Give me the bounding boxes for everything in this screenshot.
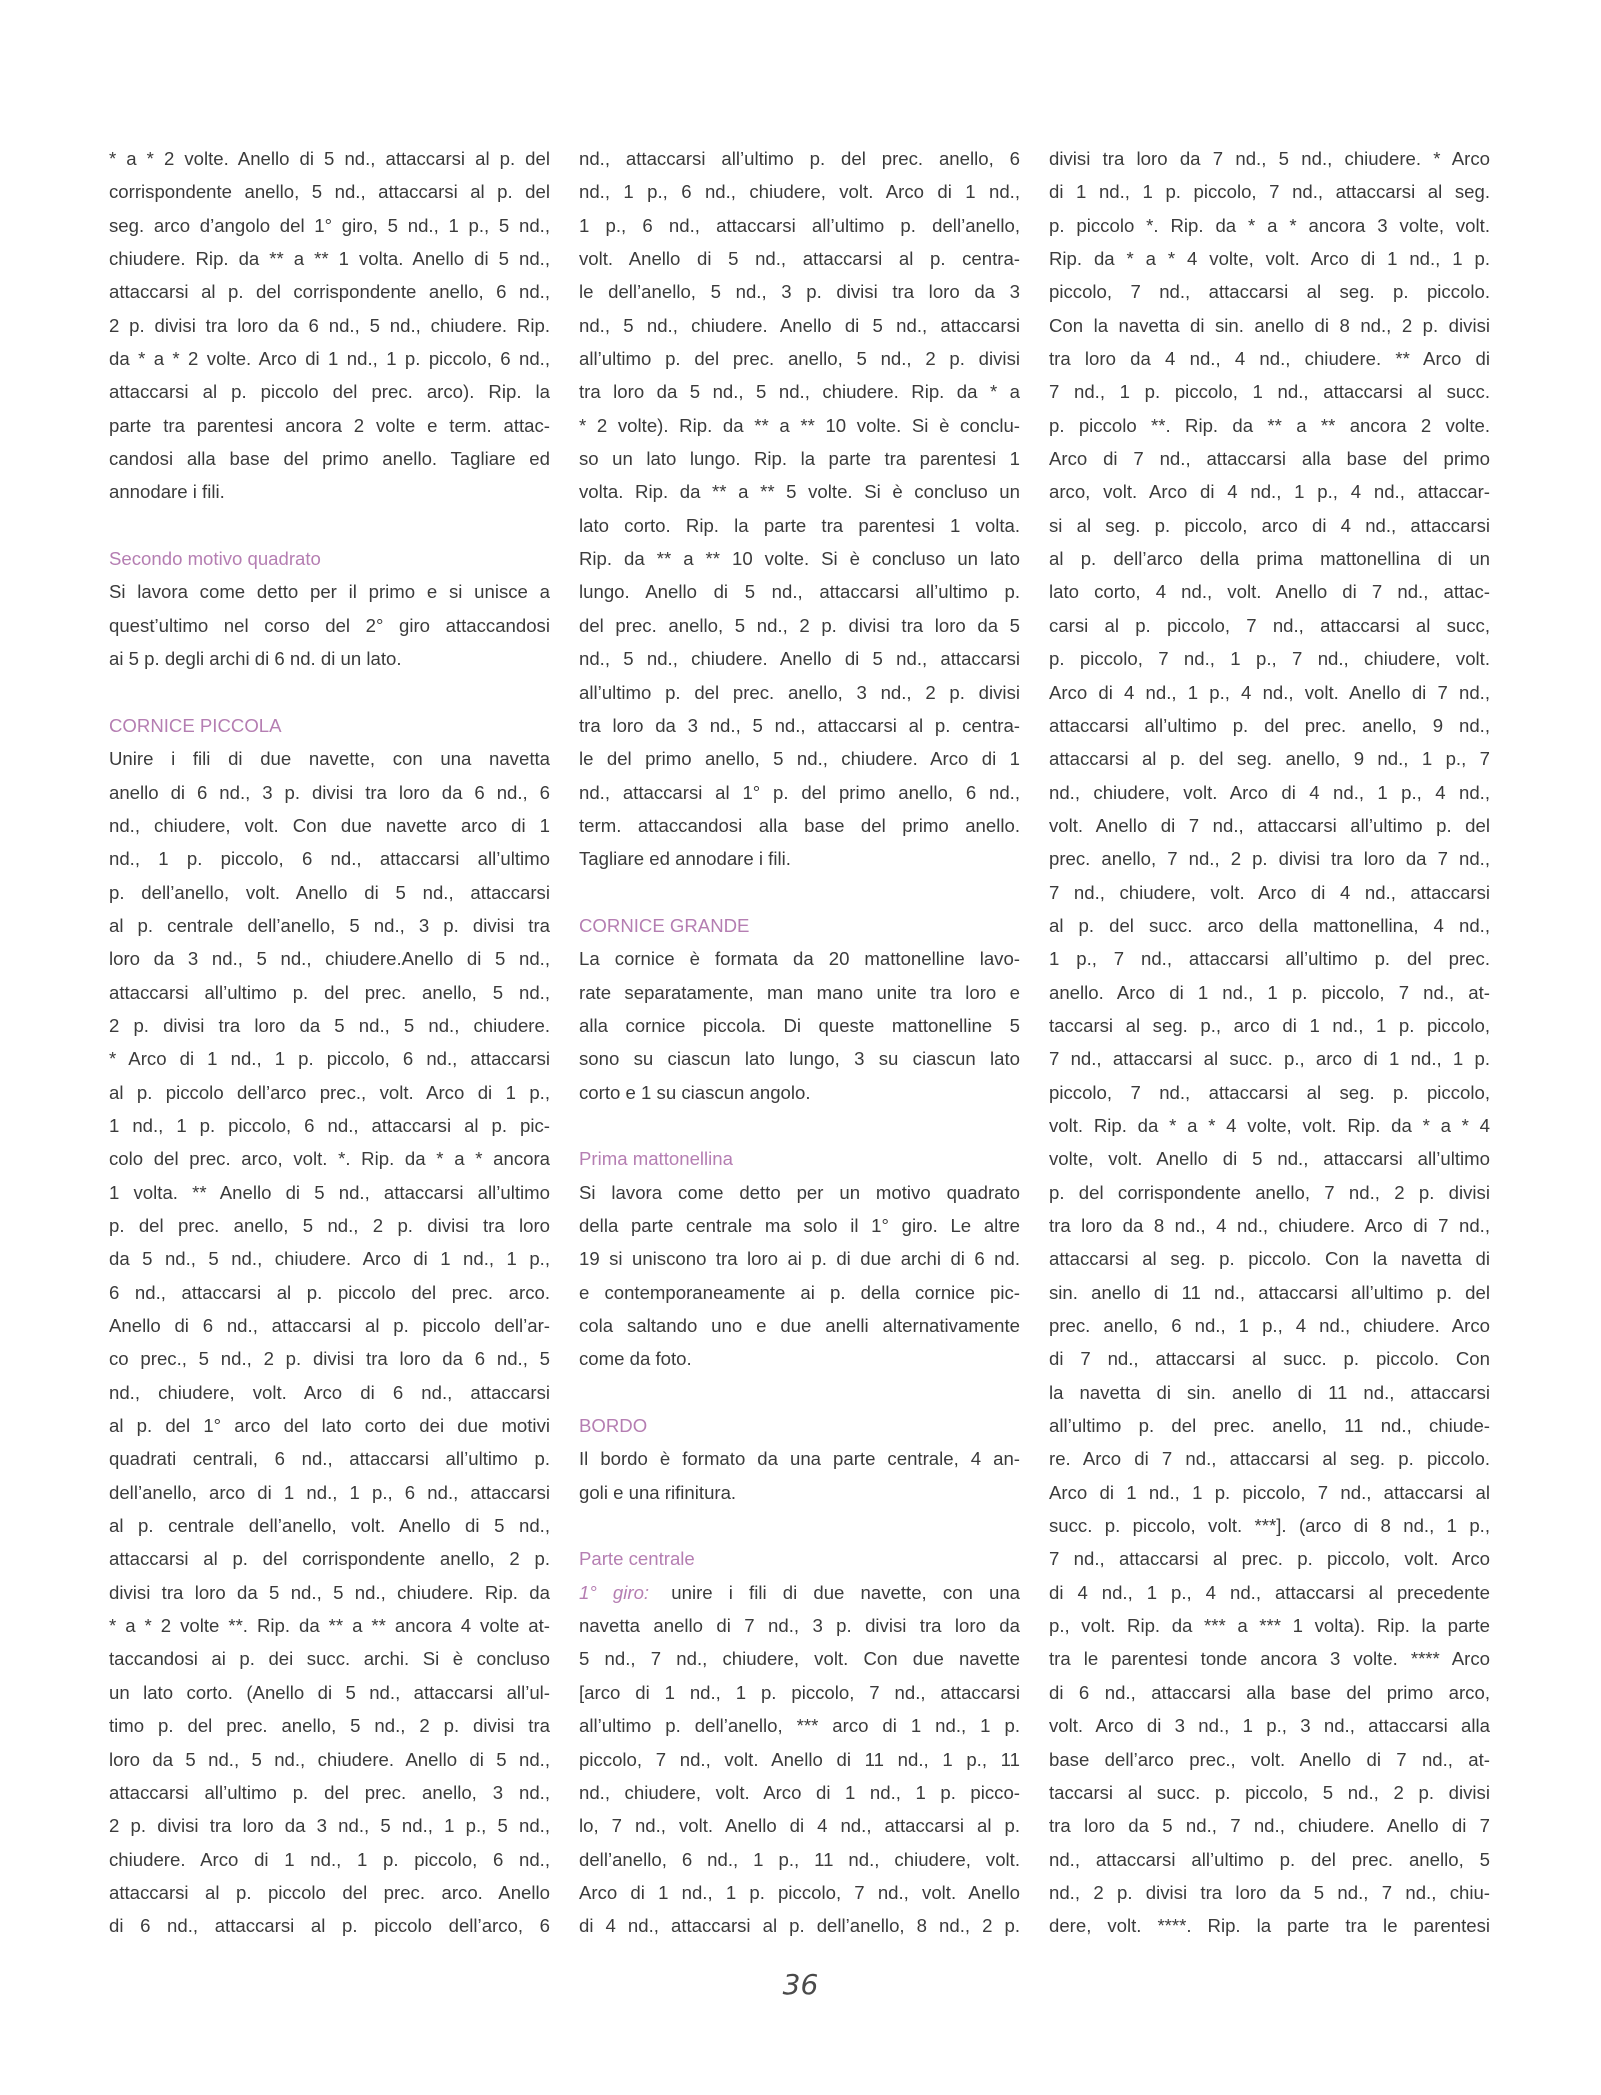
text-line: timo p. del prec. anello, 5 nd., 2 p. divisi tra xyxy=(109,1715,550,1737)
text-line: p. piccolo *. Rip. da * a * ancora 3 volte, volt. xyxy=(1049,214,1490,236)
paragraph xyxy=(579,1576,1020,1943)
text-line: 19 si uniscono tra loro ai p. di due archi di 6 nd. xyxy=(579,1248,1020,1270)
text-line: taccarsi al seg. p., arco di 1 nd., 1 p. piccolo, xyxy=(1049,1014,1490,1036)
text-line: * 2 volte). Rip. da ** a ** 10 volte. Si è conclu- xyxy=(579,414,1020,436)
text-line: 1 p., 6 nd., attaccarsi all’ultimo p. dell’anello, xyxy=(579,214,1020,236)
text-line: al p. centrale dell’anello, volt. Anello di 5 nd., xyxy=(109,1515,550,1537)
text-line: le dell’anello, 5 nd., 3 p. divisi tra loro da 3 xyxy=(579,281,1020,303)
text-line: tra loro da 4 nd., 4 nd., chiudere. ** Arco di xyxy=(1049,348,1490,370)
text-line: lo, 7 nd., volt. Anello di 4 nd., attaccarsi al p. xyxy=(579,1815,1020,1837)
text-line: la navetta di sin. anello di 11 nd., attaccarsi xyxy=(1049,1381,1490,1403)
text-line: La cornice è formata da 20 mattonelline lavo- xyxy=(579,948,1020,970)
text-line: lato corto, 4 nd., volt. Anello di 7 nd., attac- xyxy=(1049,581,1490,603)
section-heading: CORNICE PICCOLA xyxy=(109,714,282,736)
text-line: p. del corrispondente anello, 7 nd., 2 p. divisi xyxy=(1049,1181,1490,1203)
text-line: so un lato lungo. Rip. la parte tra parentesi 1 xyxy=(579,448,1020,470)
paragraph-spacer xyxy=(109,509,550,542)
text-line: tra loro da 5 nd., 7 nd., chiudere. Anello di 7 xyxy=(1049,1815,1490,1837)
text-line: e contemporaneamente ai p. della cornice pic- xyxy=(579,1281,1020,1303)
text-line: rate separatamente, man mano unite tra loro e xyxy=(579,981,1020,1003)
text-line: tra loro da 5 nd., 5 nd., chiudere. Rip. da * a xyxy=(579,381,1020,403)
text-line: p. piccolo, 7 nd., 1 p., 7 nd., chiudere, volt. xyxy=(1049,648,1490,670)
text-line: all’ultimo p. del prec. anello, 5 nd., 2 p. divisi xyxy=(579,348,1020,370)
text-line: tra loro da 8 nd., 4 nd., chiudere. Arco di 7 nd., xyxy=(1049,1215,1490,1236)
text-line: tra le parentesi tonde ancora 3 volte. **** Arco xyxy=(1049,1648,1490,1670)
section-heading: Parte centrale xyxy=(579,1548,695,1570)
text-column-middle xyxy=(579,142,1020,1943)
paragraph-spacer xyxy=(579,1509,1020,1542)
text-line: parte tra parentesi ancora 2 volte e term. attac- xyxy=(109,414,550,436)
text-line: attaccarsi al p. del seg. anello, 9 nd., 1 p., 7 xyxy=(1049,748,1490,770)
text-line: arco, volt. Arco di 4 nd., 1 p., 4 nd., attaccar- xyxy=(1049,481,1490,503)
text-line: volte, volt. Anello di 5 nd., attaccarsi all’ultimo xyxy=(1049,1148,1490,1170)
text-line: ai 5 p. degli archi di 6 nd. di un lato. xyxy=(109,648,402,670)
text-column-right xyxy=(1049,142,1490,1943)
text-line: al p. del 1° arco del lato corto dei due motivi xyxy=(109,1415,550,1437)
text-line: annodare i fili. xyxy=(109,481,225,503)
text-line: all’ultimo p. del prec. anello, 3 nd., 2 p. divisi xyxy=(579,681,1020,703)
paragraph xyxy=(109,142,550,509)
text-line: Anello di 6 nd., attaccarsi al p. piccolo dell’ar- xyxy=(109,1315,550,1337)
text-line: 1 volta. ** Anello di 5 nd., attaccarsi all’ultimo xyxy=(109,1181,550,1203)
text-line: da * a * 2 volte. Arco di 1 nd., 1 p. piccolo, 6 nd., xyxy=(109,348,550,370)
text-line: prec. anello, 6 nd., 1 p., 4 nd., chiudere. Arco xyxy=(1049,1315,1490,1337)
text-line: sin. anello di 11 nd., attaccarsi all’ultimo p. del xyxy=(1049,1281,1490,1303)
text-line: nd., chiudere, volt. Arco di 4 nd., 1 p., 4 nd., xyxy=(1049,781,1490,803)
text-line xyxy=(579,1576,1020,1609)
paragraph xyxy=(109,575,550,675)
text-line: alla cornice piccola. Di queste mattonelline 5 xyxy=(579,1014,1020,1036)
text-line: 1 p., 7 nd., attaccarsi all’ultimo p. del prec. xyxy=(1049,948,1490,970)
text-line: * Arco di 1 nd., 1 p. piccolo, 6 nd., attaccarsi xyxy=(109,1048,550,1070)
text-line: anello di 6 nd., 3 p. divisi tra loro da 6 nd., 6 xyxy=(109,781,550,803)
text-line: succ. p. piccolo, volt. ***]. (arco di 8 nd., 1 p., xyxy=(1049,1515,1490,1537)
round-label: 1° giro: xyxy=(579,1581,650,1603)
text-line: di 4 nd., attaccarsi al p. dell’anello, 8 nd., 2 p. xyxy=(579,1915,1020,1937)
text-line: quest’ultimo nel corso del 2° giro attaccandosi xyxy=(109,614,550,636)
text-line: del prec. anello, 5 nd., 2 p. divisi tra loro da 5 xyxy=(579,614,1020,636)
text-line: 7 nd., attaccarsi al succ. p., arco di 1 nd., 1 p. xyxy=(1049,1048,1490,1070)
text-line: dell’anello, arco di 1 nd., 1 p., 6 nd., attaccarsi xyxy=(109,1481,550,1503)
text-line: come da foto. xyxy=(579,1348,692,1370)
text-line: Rip. da * a * 4 volte, volt. Arco di 1 nd., 1 p. xyxy=(1049,248,1490,270)
text-line: da 5 nd., 5 nd., chiudere. Arco di 1 nd., 1 p., xyxy=(109,1248,550,1270)
text-line: attaccarsi al p. piccolo del prec. arco). Rip. la xyxy=(109,381,550,403)
text-line: piccolo, 7 nd., attaccarsi al seg. p. piccolo, xyxy=(1049,1081,1490,1103)
text-line: Si lavora come detto per il primo e si unisce a xyxy=(109,581,550,603)
text-line: 2 p. divisi tra loro da 3 nd., 5 nd., 1 p., 5 nd., xyxy=(109,1815,550,1837)
text-line: Arco di 1 nd., 1 p. piccolo, 7 nd., attaccarsi al xyxy=(1049,1481,1490,1503)
section-heading: BORDO xyxy=(579,1415,648,1437)
text-line: di 6 nd., attaccarsi alla base del primo arco, xyxy=(1049,1681,1490,1703)
text-line: attaccarsi al seg. p. piccolo. Con la navetta di xyxy=(1049,1248,1490,1270)
text-line: 7 nd., attaccarsi al prec. p. piccolo, volt. Arco xyxy=(1049,1548,1490,1570)
text-line: nd., chiudere, volt. Con due navette arco di 1 xyxy=(109,814,550,836)
text-line: Il bordo è formato da una parte centrale, 4 an- xyxy=(579,1448,1020,1470)
text-line: le del primo anello, 5 nd., chiudere. Arco di 1 xyxy=(579,748,1020,770)
text-line: corrispondente anello, 5 nd., attaccarsi al p. del xyxy=(109,181,550,203)
text-line: piccolo, 7 nd., volt. Anello di 11 nd., 1 p., 11 xyxy=(579,1748,1020,1770)
text-line: 7 nd., 1 p. piccolo, 1 nd., attaccarsi al succ. xyxy=(1049,381,1490,403)
text-line: taccarsi al succ. p. piccolo, 5 nd., 2 p. divisi xyxy=(1049,1781,1490,1803)
text-line: volta. Rip. da ** a ** 5 volte. Si è concluso un xyxy=(579,481,1020,503)
text-line: Con la navetta di sin. anello di 8 nd., 2 p. divisi xyxy=(1049,314,1490,336)
text-line: prec. anello, 7 nd., 2 p. divisi tra loro da 7 nd., xyxy=(1049,848,1490,870)
text-line: Arco di 4 nd., 1 p., 4 nd., volt. Anello di 7 nd., xyxy=(1049,681,1490,703)
section-heading: Prima mattonellina xyxy=(579,1148,733,1170)
text-line: attaccarsi al p. del corrispondente anello, 6 nd., xyxy=(109,281,550,303)
text-line: al p. dell’arco della prima mattonellina di un xyxy=(1049,548,1490,570)
paragraph xyxy=(109,742,550,1942)
text-line: loro da 5 nd., 5 nd., chiudere. Anello di 5 nd., xyxy=(109,1748,550,1770)
text-line: al p. centrale dell’anello, 5 nd., 3 p. divisi tra xyxy=(109,914,550,936)
text-line: volt. Rip. da * a * 4 volte, volt. Rip. da * a * 4 xyxy=(1049,1114,1490,1136)
paragraph xyxy=(579,1176,1020,1376)
text-line: al p. piccolo dell’arco prec., volt. Arco di 1 p., xyxy=(109,1081,550,1103)
text-line: corto e 1 su ciascun angolo. xyxy=(579,1081,811,1103)
text-line: volt. Arco di 3 nd., 1 p., 3 nd., attaccarsi alla xyxy=(1049,1715,1490,1737)
text-line: nd., attaccarsi al 1° p. del primo anello, 6 nd., xyxy=(579,781,1020,803)
text-line: all’ultimo p. dell’anello, *** arco di 1 nd., 1 p. xyxy=(579,1715,1020,1737)
text-line: nd., attaccarsi all’ultimo p. del prec. anello, 5 xyxy=(1049,1848,1490,1870)
text-line: p. piccolo **. Rip. da ** a ** ancora 2 volte. xyxy=(1049,414,1490,436)
text-line: quadrati centrali, 6 nd., attaccarsi all’ultimo p. xyxy=(109,1448,550,1470)
text-line: di 4 nd., 1 p., 4 nd., attaccarsi al precedente xyxy=(1049,1581,1490,1603)
paragraph xyxy=(579,142,1020,876)
text-line: 1 nd., 1 p. piccolo, 6 nd., attaccarsi al p. pic- xyxy=(109,1114,550,1136)
text-line: base dell’arco prec., volt. Anello di 7 nd., at- xyxy=(1049,1748,1490,1770)
text-line: p., volt. Rip. da *** a *** 1 volta). Rip. la parte xyxy=(1049,1615,1490,1637)
text-line-content: unire i fili di due navette, con una xyxy=(671,1581,1020,1603)
text-line: attaccarsi all’ultimo p. del prec. anello, 3 nd., xyxy=(109,1781,550,1803)
text-line: di 7 nd., attaccarsi al succ. p. piccolo. Con xyxy=(1049,1348,1490,1370)
text-line: 7 nd., chiudere, volt. Arco di 4 nd., attaccarsi xyxy=(1049,881,1490,903)
text-line: nd., 1 p. piccolo, 6 nd., attaccarsi all’ultimo xyxy=(109,848,550,870)
page-number: 36 xyxy=(782,1968,819,2001)
text-line: di 6 nd., attaccarsi al p. piccolo dell’arco, 6 xyxy=(109,1915,550,1937)
text-line: Si lavora come detto per un motivo quadrato xyxy=(579,1181,1020,1203)
text-line: 2 p. divisi tra loro da 5 nd., 5 nd., chiudere. xyxy=(109,1014,550,1036)
text-line: co prec., 5 nd., 2 p. divisi tra loro da 6 nd., 5 xyxy=(109,1348,550,1370)
text-column-left xyxy=(109,142,550,1943)
text-line: nd., 1 p., 6 nd., chiudere, volt. Arco di 1 nd., xyxy=(579,181,1020,203)
text-line: Rip. da ** a ** 10 volte. Si è concluso un lato xyxy=(579,548,1020,570)
text-line: volt. Anello di 7 nd., attaccarsi all’ultimo p. del xyxy=(1049,814,1490,836)
text-line: sono su ciascun lato lungo, 3 su ciascun lato xyxy=(579,1048,1020,1070)
text-line: tra loro da 3 nd., 5 nd., attaccarsi al p. centra- xyxy=(579,714,1020,736)
text-line: chiudere. Arco di 1 nd., 1 p. piccolo, 6 nd., xyxy=(109,1848,550,1870)
text-line: di 1 nd., 1 p. piccolo, 7 nd., attaccarsi al seg. xyxy=(1049,181,1490,203)
text-line: lato corto. Rip. la parte tra parentesi 1 volta. xyxy=(579,514,1020,536)
text-line: nd., 5 nd., chiudere. Anello di 5 nd., attaccarsi xyxy=(579,648,1020,670)
text-line: [arco di 1 nd., 1 p. piccolo, 7 nd., attaccarsi xyxy=(579,1681,1020,1703)
text-line: piccolo, 7 nd., attaccarsi al seg. p. piccolo. xyxy=(1049,281,1490,303)
section-heading: Secondo motivo quadrato xyxy=(109,548,321,570)
text-line: nd., attaccarsi all’ultimo p. del prec. anello, 6 xyxy=(579,148,1020,169)
text-line: chiudere. Rip. da ** a ** 1 volta. Anello di 5 nd., xyxy=(109,248,550,270)
text-line: attaccarsi al p. del corrispondente anello, 2 p. xyxy=(109,1548,550,1570)
text-line: p. del prec. anello, 5 nd., 2 p. divisi tra loro xyxy=(109,1215,550,1236)
text-line: divisi tra loro da 5 nd., 5 nd., chiudere. Rip. da xyxy=(109,1581,550,1603)
text-line: Tagliare ed annodare i fili. xyxy=(579,848,791,870)
text-line: cola saltando uno e due anelli alternativamente xyxy=(579,1315,1020,1337)
paragraph-spacer xyxy=(579,1109,1020,1142)
text-line: nd., chiudere, volt. Arco di 1 nd., 1 p. picco- xyxy=(579,1781,1020,1803)
text-line: 5 nd., 7 nd., chiudere, volt. Con due navette xyxy=(579,1648,1020,1670)
text-line: Arco di 1 nd., 1 p. piccolo, 7 nd., volt. Anello xyxy=(579,1881,1020,1903)
text-line: seg. arco d’angolo del 1° giro, 5 nd., 1 p., 5 nd., xyxy=(109,214,550,236)
section-heading: CORNICE GRANDE xyxy=(579,914,750,936)
text-line: Arco di 7 nd., attaccarsi alla base del primo xyxy=(1049,448,1490,470)
text-line: p. dell’anello, volt. Anello di 5 nd., attaccarsi xyxy=(109,881,550,903)
text-line: attaccarsi all’ultimo p. del prec. anello, 9 nd., xyxy=(1049,714,1490,736)
text-line: taccandosi ai p. dei succ. archi. Si è concluso xyxy=(109,1648,550,1670)
text-line: attaccarsi al p. piccolo del prec. arco. Anello xyxy=(109,1881,550,1903)
text-line: anello. Arco di 1 nd., 1 p. piccolo, 7 nd., at- xyxy=(1049,981,1490,1003)
text-line: 2 p. divisi tra loro da 6 nd., 5 nd., chiudere. Rip. xyxy=(109,314,550,336)
text-line: candosi alla base del primo anello. Tagliare ed xyxy=(109,448,550,470)
text-line: volt. Anello di 5 nd., attaccarsi al p. centra- xyxy=(579,248,1020,270)
text-line: all’ultimo p. del prec. anello, 11 nd., chiude- xyxy=(1049,1415,1490,1437)
text-line: loro da 3 nd., 5 nd., chiudere.Anello di 5 nd., xyxy=(109,948,550,970)
text-line: divisi tra loro da 7 nd., 5 nd., chiudere. * Arco xyxy=(1049,148,1490,169)
paragraph xyxy=(579,942,1020,1109)
text-line: carsi al p. piccolo, 7 nd., attaccarsi al succ, xyxy=(1049,614,1490,636)
text-line: lungo. Anello di 5 nd., attaccarsi all’ultimo p. xyxy=(579,581,1020,603)
text-line: navetta anello di 7 nd., 3 p. divisi tra loro da xyxy=(579,1615,1020,1637)
text-line: al p. del succ. arco della mattonellina, 4 nd., xyxy=(1049,914,1490,936)
paragraph xyxy=(1049,142,1490,1943)
paragraph xyxy=(579,1442,1020,1509)
text-line: dere, volt. ****. Rip. la parte tra le parentesi xyxy=(1049,1915,1490,1937)
text-line: nd., 2 p. divisi tra loro da 5 nd., 7 nd., chiu- xyxy=(1049,1881,1490,1903)
text-line: 6 nd., attaccarsi al p. piccolo del prec. arco. xyxy=(109,1281,550,1303)
text-line: goli e una rifinitura. xyxy=(579,1481,737,1503)
text-line: nd., chiudere, volt. Arco di 6 nd., attaccarsi xyxy=(109,1381,550,1403)
text-line: dell’anello, 6 nd., 1 p., 11 nd., chiudere, volt. xyxy=(579,1848,1020,1870)
text-line: nd., 5 nd., chiudere. Anello di 5 nd., attaccarsi xyxy=(579,314,1020,336)
text-line: re. Arco di 7 nd., attaccarsi al seg. p. piccolo. xyxy=(1049,1448,1490,1470)
text-line: della parte centrale ma solo il 1° giro. Le altre xyxy=(579,1215,1020,1236)
text-line: * a * 2 volte. Anello di 5 nd., attaccarsi al p. del xyxy=(109,148,550,169)
text-line: term. attaccandosi alla base del primo anello. xyxy=(579,814,1020,836)
paragraph-spacer xyxy=(109,676,550,709)
paragraph-spacer xyxy=(579,876,1020,909)
text-line: colo del prec. arco, volt. *. Rip. da * a * ancora xyxy=(109,1148,550,1170)
text-line: * a * 2 volte **. Rip. da ** a ** ancora 4 volte at- xyxy=(109,1615,550,1637)
text-line: si al seg. p. piccolo, arco di 4 nd., attaccarsi xyxy=(1049,514,1490,536)
text-line: Unire i fili di due navette, con una navetta xyxy=(109,748,550,770)
paragraph-spacer xyxy=(579,1376,1020,1409)
text-line: un lato corto. (Anello di 5 nd., attaccarsi all’ul- xyxy=(109,1681,550,1703)
text-line: attaccarsi all’ultimo p. del prec. anello, 5 nd., xyxy=(109,981,550,1003)
